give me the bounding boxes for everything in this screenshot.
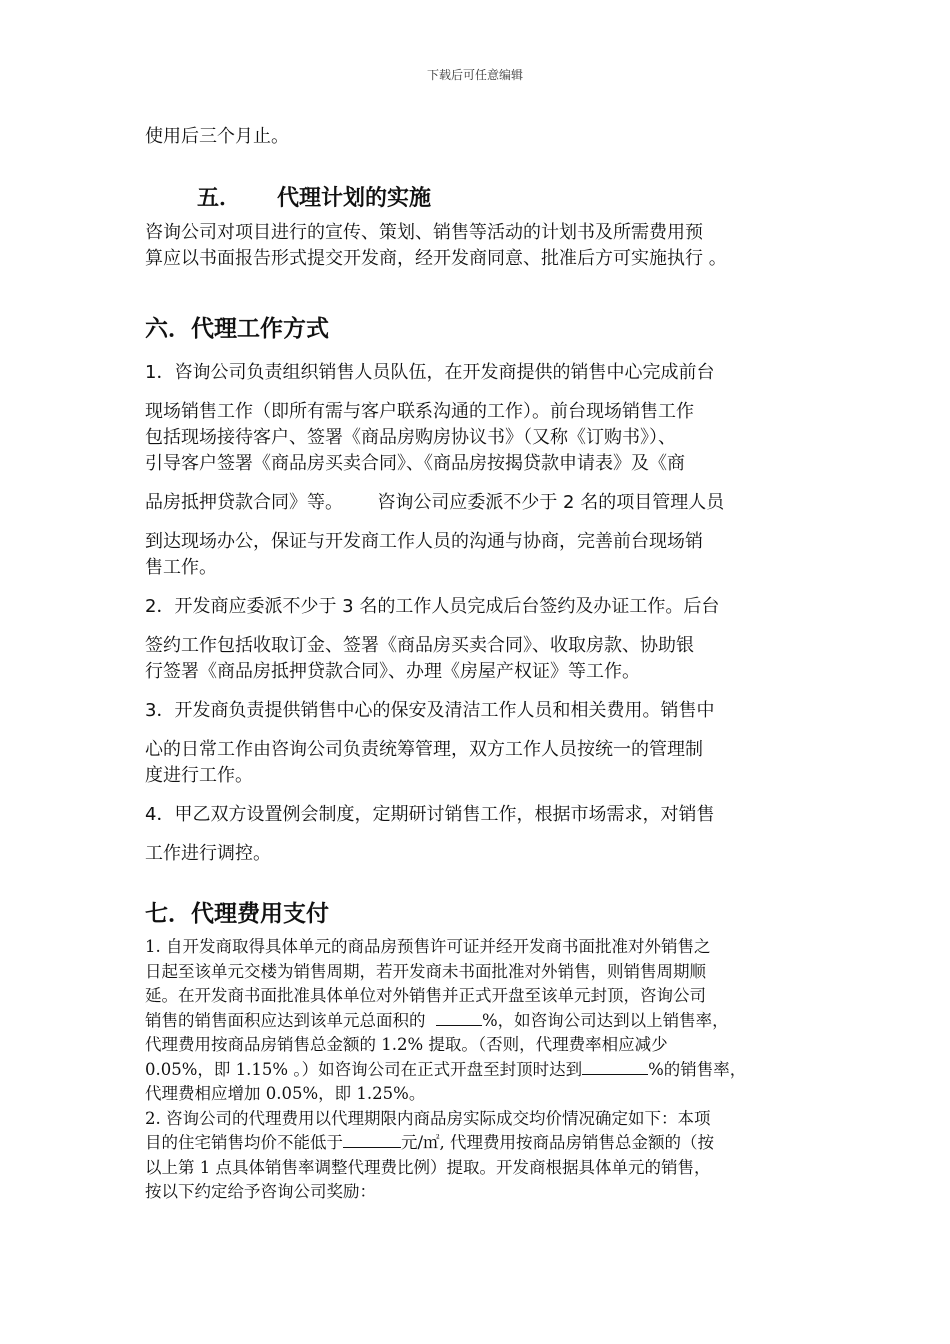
section-5-number: 五．: [197, 186, 242, 211]
section-6-line: 度进行工作。: [145, 765, 253, 786]
section-6-line: 1．咨询公司负责组织销售人员队伍，在开发商提供的销售中心完成前台: [145, 362, 715, 383]
text-span: 0.05%，即 1.15% 。）如咨询公司在正式开盘至封顶时达到: [145, 1059, 583, 1079]
section-7-line: 延。在开发商书面批准具体单位对外销售并正式开盘至该单元封顶，咨询公司: [145, 986, 706, 1005]
text-span: 元/㎡, 代理费用按商品房销售总金额的（按: [401, 1133, 715, 1152]
section-7-line: 按以下约定给予咨询公司奖励：: [145, 1182, 376, 1201]
section-6-line: 包括现场接待客户、签署《商品房购房协议书》（又称《订购书》）、: [145, 427, 676, 448]
blank-average-price[interactable]: [343, 1146, 401, 1148]
section-7-line: 日起至该单元交楼为销售周期，若开发商未书面批准对外销售，则销售周期顺: [145, 961, 706, 981]
blank-cap-sales-rate[interactable]: [582, 1073, 648, 1075]
text-span: %的销售率，: [648, 1059, 747, 1079]
section-5-title: 代理计划的实施: [277, 186, 432, 211]
section-6-heading: 六．代理工作方式: [145, 316, 329, 342]
page-header: 下载后可任意编辑: [426, 68, 523, 82]
section-6-line: 2．开发商应委派不少于 3 名的工作人员完成后台签约及办证工作。后台: [145, 596, 720, 617]
section-6-line: 签约工作包括收取订金、签署《商品房买卖合同》、收取房款、协助银: [145, 635, 694, 656]
section-6-line: 售工作。: [145, 557, 217, 578]
text-span: 目的住宅销售均价不能低于: [145, 1133, 343, 1152]
section-7-line: [145, 1131, 810, 1156]
section-6-line: 品房抵押贷款合同》等。 咨询公司应委派不少于 2 名的项目管理人员: [145, 492, 725, 513]
document-body: [145, 124, 810, 1205]
section-5-body-line: 算应以书面报告形式提交开发商，经开发商同意、批准后方可实施执行 。: [145, 248, 727, 269]
section-6-line: 到达现场办公，保证与开发商工作人员的沟通与协商，完善前台现场销: [145, 531, 703, 552]
section-6-line: 3．开发商负责提供销售中心的保安及清洁工作人员和相关费用。销售中: [145, 700, 715, 721]
section-7-line: 以上第 1 点具体销售率调整代理费比例）提取。开发商根据具体单元的销售，: [145, 1157, 711, 1177]
section-7-line: 代理费相应增加 0.05%，即 1.25%。: [145, 1084, 426, 1103]
section-5-heading: [145, 184, 810, 214]
section-6-line: 工作进行调控。: [145, 843, 271, 864]
section-6-line: 引导客户签署《商品房买卖合同》、《商品房按揭贷款申请表》及《商: [145, 453, 685, 474]
text-span: %，如咨询公司达到以上销售率，: [482, 1010, 729, 1030]
section-7-line: 代理费用按商品房销售总金额的 1.2% 提取。（否则，代理费率相应减少: [145, 1035, 668, 1054]
section-7-line: 1. 自开发商取得具体单元的商品房预售许可证并经开发商书面批准对外销售之: [145, 937, 711, 956]
section-5-body-line: 咨询公司对项目进行的宣传、策划、销售等活动的计划书及所需费用预: [145, 222, 703, 243]
section-7-heading: 七．代理费用支付: [145, 901, 329, 927]
section-7-line: [145, 1009, 810, 1034]
section-6-line: 心的日常工作由咨询公司负责统筹管理，双方工作人员按统一的管理制: [145, 739, 703, 760]
section-7-line: [145, 1058, 810, 1083]
section-6-line: 现场销售工作（即所有需与客户联系沟通的工作）。前台现场销售工作: [145, 401, 694, 422]
intro-line: 使用后三个月止。: [145, 126, 289, 147]
section-6-line: 行签署《商品房抵押贷款合同》、办理《房屋产权证》等工作。: [145, 661, 640, 682]
section-6-line: 4．甲乙双方设置例会制度，定期研讨销售工作，根据市场需求，对销售: [145, 804, 715, 825]
section-7-line: 2. 咨询公司的代理费用以代理期限内商品房实际成交均价情况确定如下：本项: [145, 1108, 711, 1128]
blank-sales-rate[interactable]: [436, 1024, 482, 1026]
text-span: 销售的销售面积应达到该单元总面积的: [145, 1010, 436, 1030]
